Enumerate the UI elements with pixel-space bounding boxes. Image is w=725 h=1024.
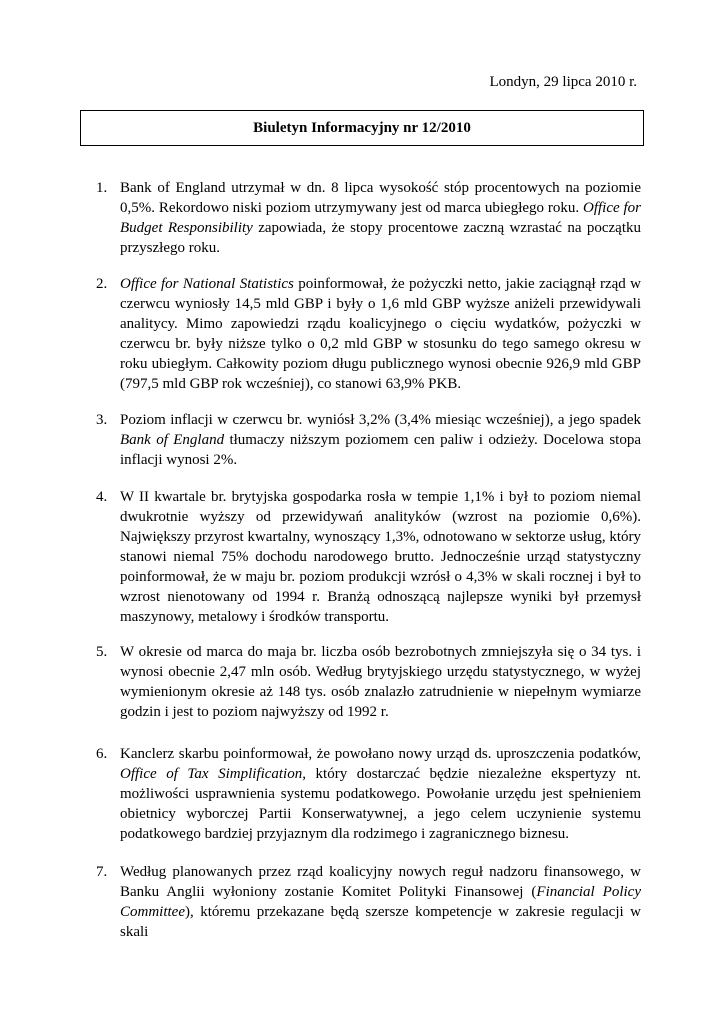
italic-term: Office for Budget Responsibility bbox=[120, 200, 641, 236]
list-item-7 bbox=[96, 862, 641, 942]
item-text bbox=[120, 410, 641, 470]
item-number: 1. bbox=[96, 180, 108, 196]
item-number: 3. bbox=[96, 412, 108, 428]
item-number: 2. bbox=[96, 276, 108, 292]
list-item-1 bbox=[96, 178, 641, 258]
item-text bbox=[120, 862, 641, 942]
item-text bbox=[120, 487, 641, 627]
text-run: W II kwartale br. brytyjska gospodarka rosła w tempie 1,1% i był to poziom niemal dwukrotnie wyższy od przewidywań analityków (wzrost na poziomie 0,6%). Największy przyrost kwartalny, wynoszący 1,3%, odnotowano w sektorze usług, który stanowi niemal 75% dochodu narodowego brutto. Jednocześnie urząd statystyczny poinformował, że w maju br. poziom produkcji wzrósł o 4,3% w skali rocznej i był to wzrost nienotowany od 1994 r. Branżą odnoszącą najlepsze wyniki był przemysł maszynowy, metalowy i środków transportu. bbox=[120, 489, 641, 625]
text-run: W okresie od marca do maja br. liczba osób bezrobotnych zmniejszyła się o 34 tys. i wynosi obecnie 2,47 mln osób. Według brytyjskiego urzędu statystycznego, w wyżej wymienionym okresie aż 148 tys. osób znalazło zatrudnienie w niepełnym wymiarze godzin i jest to poziom najwyższy od 1992 r. bbox=[120, 644, 641, 720]
list-item-6 bbox=[96, 744, 641, 844]
document-date: Londyn, 29 lipca 2010 r. bbox=[489, 74, 637, 90]
text-run: , który dostarczać będzie niezależne ekspertyzy nt. możliwości usprawnienia systemu podatkowego. Powołanie urzędu jest spełnieniem obietnicy wyborczej Partii Konserwatywnej, a jego celem uczynienie systemu podatkowego bardziej przyjaznym dla rodzimego i zagranicznego biznesu. bbox=[120, 766, 641, 842]
text-run: tłumaczy niższym poziomem cen paliw i odzieży. Docelowa stopa inflacji wynosi 2%. bbox=[120, 432, 641, 468]
item-text bbox=[120, 178, 641, 258]
item-number: 4. bbox=[96, 489, 108, 505]
bulletin-title: Biuletyn Informacyjny nr 12/2010 bbox=[253, 120, 471, 136]
text-run: ), któremu przekazane będą szersze kompetencje w zakresie regulacji w skali bbox=[120, 904, 641, 940]
item-number: 7. bbox=[96, 864, 108, 880]
list-item-4 bbox=[96, 487, 641, 627]
text-run: zapowiada, że stopy procentowe zaczną wzrastać na początku przyszłego roku. bbox=[120, 220, 641, 256]
text-run: Według planowanych przez rząd koalicyjny nowych reguł nadzoru finansowego, w Banku Anglii wyłoniony zostanie Komitet Polityki Finansowej ( bbox=[120, 864, 641, 900]
text-run: Poziom inflacji w czerwcu br. wyniósł 3,2% (3,4% miesiąc wcześniej), a jego spadek bbox=[120, 412, 641, 428]
text-run: Kanclerz skarbu poinformował, że powołano nowy urząd ds. uproszczenia podatków, bbox=[120, 746, 641, 762]
item-text bbox=[120, 642, 641, 722]
item-number: 6. bbox=[96, 746, 108, 762]
list-item-2 bbox=[96, 274, 641, 394]
italic-term: Office of Tax Simplification bbox=[120, 766, 303, 782]
text-run: poinformował, że pożyczki netto, jakie zaciągnął rząd w czerwcu wyniosły 14,5 mld GBP i były o 1,6 mld GBP wyższe aniżeli przewidywali analitycy. Mimo zapowiedzi rządu koalicyjnego o cięciu wydatków, pożyczki w czerwcu br. były niższe tylko o 0,2 mld GBP w stosunku do tego samego okresu w roku ubiegłym. Całkowity poziom długu publicznego wynosi obecnie 926,9 mld GBP (797,5 mld GBP rok wcześniej), co stanowi 63,9% PKB. bbox=[120, 276, 641, 392]
item-text bbox=[120, 274, 641, 394]
text-run: Bank of England utrzymał w dn. 8 lipca wysokość stóp procentowych na poziomie 0,5%. Rekordowo niski poziom utrzymywany jest od marca ubiegłego roku. bbox=[120, 180, 641, 216]
item-text bbox=[120, 744, 641, 844]
item-number: 5. bbox=[96, 644, 108, 660]
italic-term: Financial Policy Committee bbox=[120, 884, 641, 920]
bulletin-title-box bbox=[80, 110, 644, 146]
list-item-5 bbox=[96, 642, 641, 722]
italic-term: Bank of England bbox=[120, 432, 225, 448]
list-item-3 bbox=[96, 410, 641, 470]
italic-term: Office for National Statistics bbox=[120, 276, 294, 292]
